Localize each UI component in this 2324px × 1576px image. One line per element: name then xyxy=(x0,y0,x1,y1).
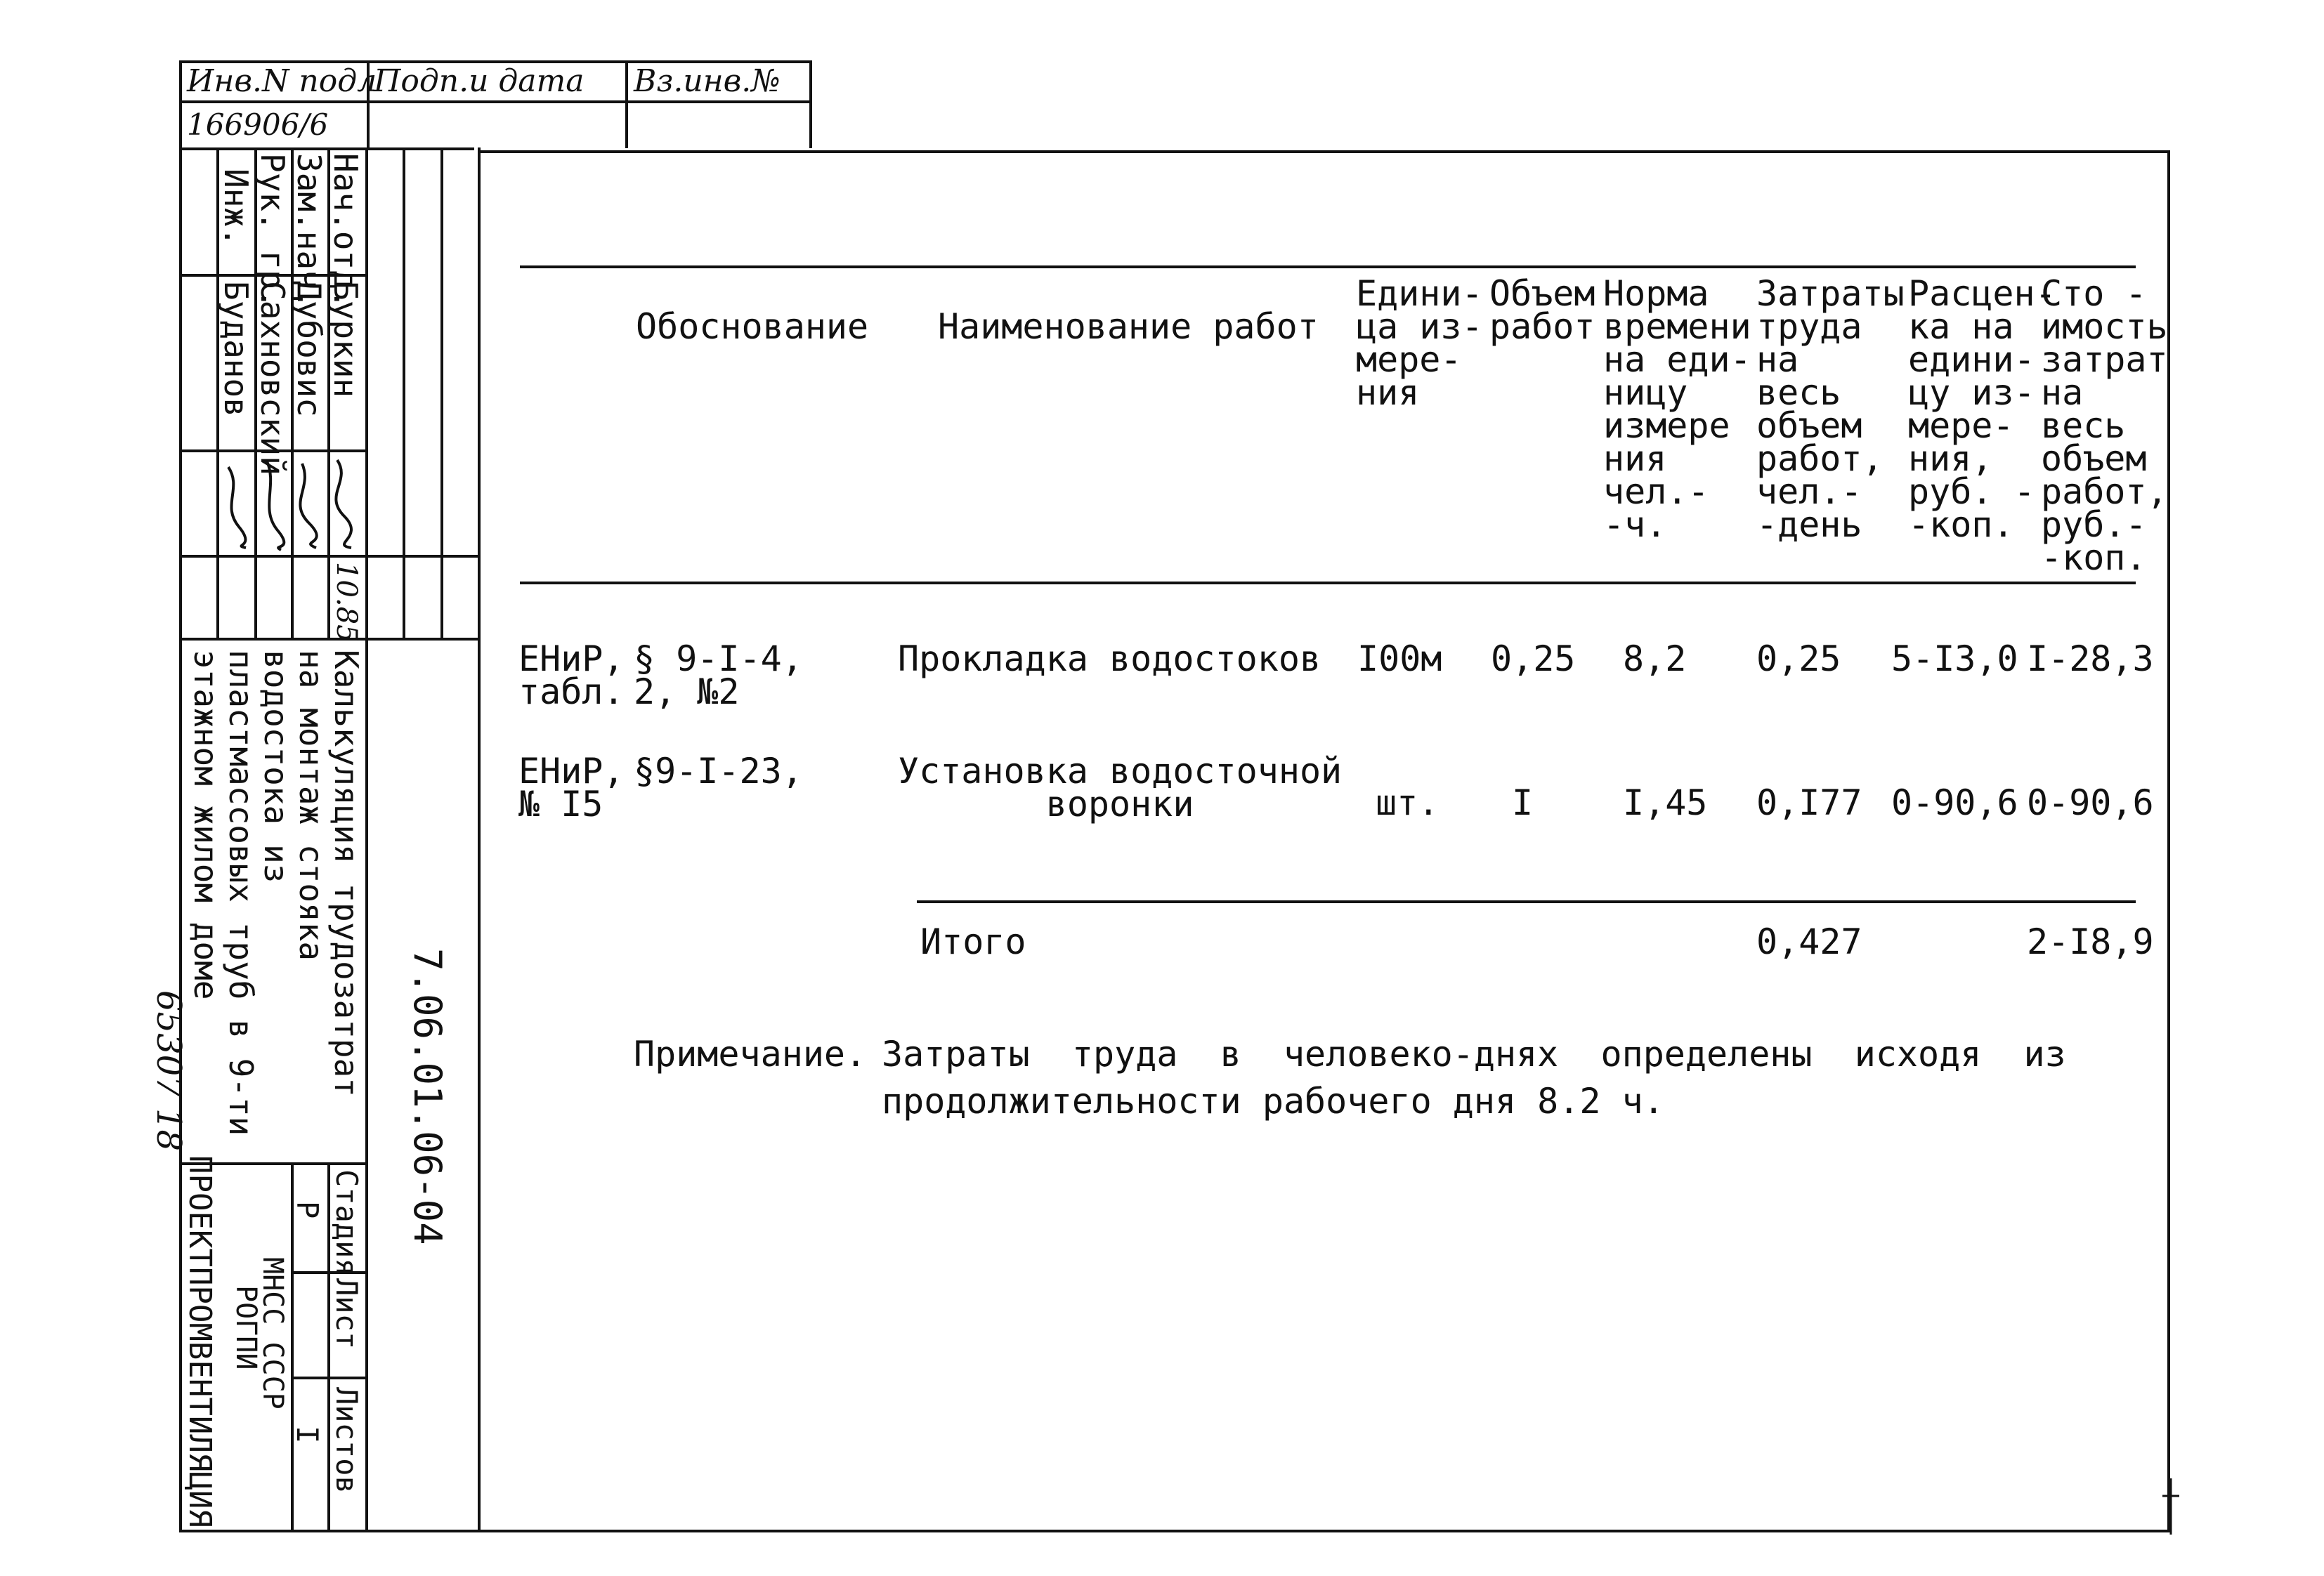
organization-line3: ПРОЕКТПРОМВЕНТИЛЯЦИЯ xyxy=(182,1155,218,1528)
header-work-name: Наименование работ xyxy=(938,306,1319,347)
total-label: Итого xyxy=(920,921,1026,962)
sign-date: 10.85 xyxy=(330,562,363,643)
stamp-inventory-number: 166906/6 xyxy=(187,107,329,142)
row1-labor: 0,25 xyxy=(1756,638,1841,679)
signatory-name-3: Сахновский xyxy=(254,281,292,475)
row1-name: Прокладка водостоков xyxy=(898,638,1321,679)
total-labor: 0,427 xyxy=(1756,921,1862,962)
stamp-exchange-inventory-header: Вз.инв.№ xyxy=(634,63,781,99)
document-code: 7.06.01.06-04 xyxy=(405,948,450,1245)
row1-basis-ref: § 9-I-4, 2, №2 xyxy=(634,638,803,712)
signatory-name-2: Дубовис xyxy=(290,281,328,417)
header-norm: Норма времени на еди- ницу измере ния чел.- -ч. xyxy=(1603,273,1751,545)
sheets-label: Листов xyxy=(329,1387,364,1494)
header-unit: Едини- ца из- мере- ния xyxy=(1356,273,1483,413)
row2-labor: 0,I77 xyxy=(1756,782,1862,823)
header-cost: Сто - имость затрат на весь объем работ, руб.- -коп. xyxy=(2041,273,2168,578)
row2-volume: I xyxy=(1512,782,1534,823)
row2-norm: I,45 xyxy=(1623,782,1708,823)
signatory-role-2: Зам.нач. xyxy=(290,153,328,309)
note-line2: продолжительности рабочего дня 8.2 ч. xyxy=(882,1081,1664,1122)
row1-unit: I00м xyxy=(1357,638,1442,679)
row1-norm: 8,2 xyxy=(1623,638,1687,679)
signatory-role-1: Нач.отд. xyxy=(327,153,365,309)
row2-unit: шт. xyxy=(1376,782,1440,823)
signature-marks xyxy=(211,453,365,555)
row1-volume: 0,25 xyxy=(1491,638,1576,679)
stamp-signature-date-header: Подп.и дата xyxy=(374,63,585,99)
corner-mark xyxy=(2157,1475,2185,1538)
row2-basis-ref: §9-I-23, xyxy=(634,751,803,792)
signatory-role-4: Инж. xyxy=(217,169,255,247)
row1-cost: I-28,3 xyxy=(2027,638,2154,679)
signatory-name-1: Буркин xyxy=(327,281,365,398)
organization-line1: МНСС СССР xyxy=(256,1257,289,1410)
header-basis: Обоснование xyxy=(636,306,869,347)
signatory-name-4: Буданов xyxy=(217,281,255,417)
note-line1: Затраты труда в человеко-днях определены исходя из xyxy=(882,1034,2066,1075)
stage-value: Р xyxy=(290,1201,325,1219)
total-cost: 2-I8,9 xyxy=(2027,921,2154,962)
sheet-label: Лист xyxy=(329,1278,364,1350)
header-rate: Расцен- ка на едини- цу из- мере- ния, руб. - -коп. xyxy=(1908,273,2056,545)
header-labor: Затраты труда на весь объем работ, чел.- -день xyxy=(1756,273,1905,545)
row1-rate: 5-I3,0 xyxy=(1891,638,2018,679)
header-volume: Объем работ xyxy=(1489,273,1595,347)
signatory-role-3: Рук. гр. xyxy=(254,153,292,309)
stamp-inventory-header: Инв.N подл xyxy=(187,63,377,99)
row2-cost: 0-90,6 xyxy=(2027,782,2154,823)
row2-rate: 0-90,6 xyxy=(1891,782,2018,823)
row1-basis-code: ЕНиР, табл. xyxy=(518,638,625,712)
organization-line2: РОГПИ xyxy=(230,1285,262,1370)
stage-label: Стадия xyxy=(329,1169,364,1276)
note-label: Примечание. xyxy=(634,1034,867,1075)
side-number: 65307 18 xyxy=(149,990,188,1152)
sheets-value: I xyxy=(290,1426,325,1444)
row2-basis-code: ЕНиР, № I5 xyxy=(518,751,625,825)
document-title: Калькуляция трудозатрат на монтаж стояка водостока из пластмассовых труб в 9-ти этажном жилом доме xyxy=(187,650,365,1136)
row2-name: Установка водосточной воронки xyxy=(898,751,1343,825)
